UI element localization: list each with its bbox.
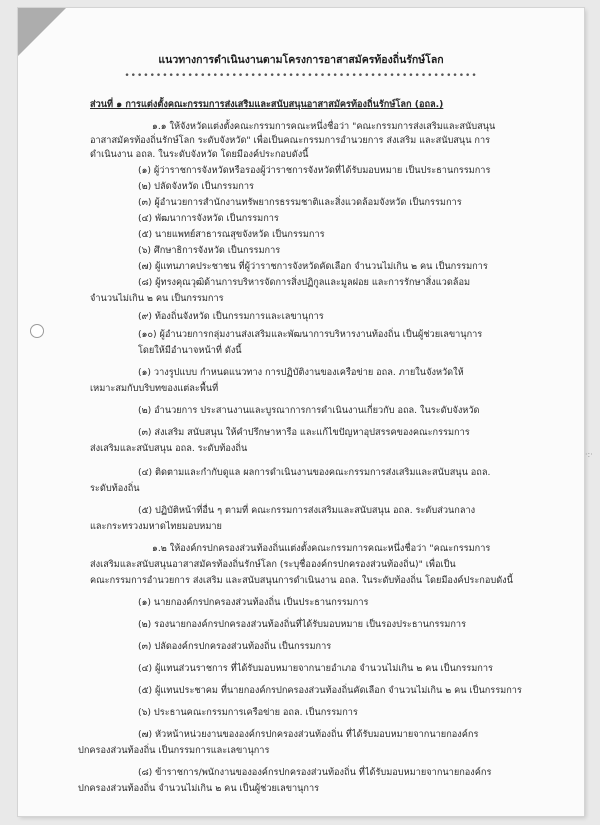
list-item: (๒) รองนายกองค์กรปกครองส่วนท้องถิ่นที่ได้รับมอบหมาย เป็นรองประธานกรรมการ bbox=[138, 619, 467, 630]
list-item: (๗) หัวหน้าหน่วยงานขององค์กรปกครองส่วนท้องถิ่น ที่ได้รับมอบหมายจากนายกองค์กร bbox=[138, 729, 479, 740]
body-line: โดยให้มีอำนาจหน้าที่ ดังนี้ bbox=[138, 345, 242, 356]
body-line: คณะกรรมการอำนวยการ ส่งเสริม และสนับสนุนการดำเนินงาน อถล. ในระดับท้องถิ่น โดยมีองค์ประกอบดังนี้ bbox=[90, 575, 513, 586]
scan-speck: ·:· bbox=[585, 450, 593, 459]
list-item: (๖) ประธานคณะกรรมการเครือข่าย อถล. เป็นกรรมการ bbox=[138, 707, 358, 718]
duty-item: (๔) ติดตามและกำกับดูแล ผลการดำเนินงานของคณะกรรมการส่งเสริมและสนับสนุน อถล. bbox=[138, 467, 491, 478]
folded-corner bbox=[18, 8, 66, 56]
duty-item: (๓) ส่งเสริม สนับสนุน ให้คำปรึกษาหารือ และแก้ไขปัญหาอุปสรรคของคณะกรรมการ bbox=[138, 427, 470, 438]
document-title: แนวทางการดำเนินงานตามโครงการอาสาสมัครท้องถิ่นรักษ์โลก bbox=[158, 54, 444, 66]
list-item: (๙) ท้องถิ่นจังหวัด เป็นกรรมการและเลขานุการ bbox=[138, 311, 324, 322]
list-item: (๓) ปลัดองค์กรปกครองส่วนท้องถิ่น เป็นกรรมการ bbox=[138, 641, 332, 652]
list-item: (๒) ปลัดจังหวัด เป็นกรรมการ bbox=[138, 181, 254, 192]
title-dotted-rule: •••••••••••••••••••••••••••••••••••••••••••••••••••••••• bbox=[124, 71, 478, 81]
section-1-heading: ส่วนที่ ๑ การแต่งตั้งคณะกรรมการส่งเสริมและสนับสนุนอาสาสมัครท้องถิ่นรักษ์โลก (อถล.) bbox=[90, 99, 444, 110]
body-line: ดำเนินงาน อถล. ในระดับจังหวัด โดยมีองค์ประกอบดังนี้ bbox=[90, 149, 309, 160]
duty-item: (๑) วางรูปแบบ กำหนดแนวทาง การปฏิบัติงานของเครือข่าย อถล. ภายในจังหวัดให้ bbox=[138, 367, 464, 378]
duty-item: (๕) ปฏิบัติหน้าที่อื่น ๆ ตามที่ คณะกรรมการส่งเสริมและสนับสนุน อถล. ระดับส่วนกลาง bbox=[138, 505, 476, 516]
list-item: (๑) ผู้ว่าราชการจังหวัดหรือรองผู้ว่าราชการจังหวัดที่ได้รับมอบหมาย เป็นประธานกรรมการ bbox=[138, 165, 491, 176]
body-line: จำนวนไม่เกิน ๒ คน เป็นกรรมการ bbox=[90, 293, 224, 304]
list-item: (๔) ผู้แทนส่วนราชการ ที่ได้รับมอบหมายจากนายอำเภอ จำนวนไม่เกิน ๒ คน เป็นกรรมการ bbox=[138, 663, 493, 674]
clause-1-2: ๑.๒ ให้องค์กรปกครองส่วนท้องถิ่นแต่งตั้งคณะกรรมการคณะหนึ่งชื่อว่า "คณะกรรมการ bbox=[152, 543, 491, 554]
list-item: (๗) ผู้แทนภาคประชาชน ที่ผู้ว่าราชการจังหวัดคัดเลือก จำนวนไม่เกิน ๒ คน เป็นกรรมการ bbox=[138, 261, 488, 272]
list-item: (๕) ผู้แทนประชาคม ที่นายกองค์กรปกครองส่วนท้องถิ่นคัดเลือก จำนวนไม่เกิน ๒ คน เป็นกรรมการ bbox=[138, 685, 522, 696]
list-item: (๘) ข้าราชการ/พนักงานขององค์กรปกครองส่วนท้องถิ่น ที่ได้รับมอบหมายจากนายกองค์กร bbox=[138, 767, 492, 778]
body-line: เหมาะสมกับบริบทของแต่ละพื้นที่ bbox=[90, 383, 219, 394]
list-item: (๔) พัฒนาการจังหวัด เป็นกรรมการ bbox=[138, 213, 279, 224]
list-item: (๘) ผู้ทรงคุณวุฒิด้านการบริหารจัดการสิ่งปฏิกูลและมูลฝอย และการรักษาสิ่งแวดล้อม bbox=[138, 277, 471, 288]
list-item: (๓) ผู้อำนวยการสำนักงานทรัพยากรธรรมชาติและสิ่งแวดล้อมจังหวัด เป็นกรรมการ bbox=[138, 197, 462, 208]
scanned-page bbox=[18, 8, 593, 816]
list-item: (๕) นายแพทย์สาธารณสุขจังหวัด เป็นกรรมการ bbox=[138, 229, 325, 240]
duty-item: (๒) อำนวยการ ประสานงานและบูรณาการการดำเนินงานเกี่ยวกับ อถล. ในระดับจังหวัด bbox=[138, 405, 480, 416]
list-item: (๑) นายกองค์กรปกครองส่วนท้องถิ่น เป็นประธานกรรมการ bbox=[138, 597, 369, 608]
body-line: อาสาสมัครท้องถิ่นรักษ์โลก ระดับจังหวัด" เพื่อเป็นคณะกรรมการอำนวยการ ส่งเสริม และสนับสนุน การ bbox=[90, 135, 491, 146]
body-line: ปกครองส่วนท้องถิ่น จำนวนไม่เกิน ๒ คน เป็นผู้ช่วยเลขานุการ bbox=[78, 783, 320, 794]
body-line: ส่งเสริมและสนับสนุน อถล. ระดับท้องถิ่น bbox=[90, 443, 248, 454]
body-line: และกระทรวงมหาดไทยมอบหมาย bbox=[90, 521, 222, 532]
body-line: ปกครองส่วนท้องถิ่น เป็นกรรมการและเลขานุการ bbox=[78, 745, 270, 756]
clause-1-1: ๑.๑ ให้จังหวัดแต่งตั้งคณะกรรมการคณะหนึ่งชื่อว่า "คณะกรรมการส่งเสริมและสนับสนุน bbox=[152, 121, 496, 132]
body-line: ระดับท้องถิ่น bbox=[90, 483, 140, 494]
list-item: (๑๐) ผู้อำนวยการกลุ่มงานส่งเสริมและพัฒนาการบริหารงานท้องถิ่น เป็นผู้ช่วยเลขานุการ bbox=[138, 329, 483, 340]
body-line: ส่งเสริมและสนับสนุนอาสาสมัครท้องถิ่นรักษ์โลก (ระบุชื่อองค์กรปกครองส่วนท้องถิ่น)" เพื่อเป็น bbox=[90, 559, 456, 570]
list-item: (๖) ศึกษาธิการจังหวัด เป็นกรรมการ bbox=[138, 245, 281, 256]
